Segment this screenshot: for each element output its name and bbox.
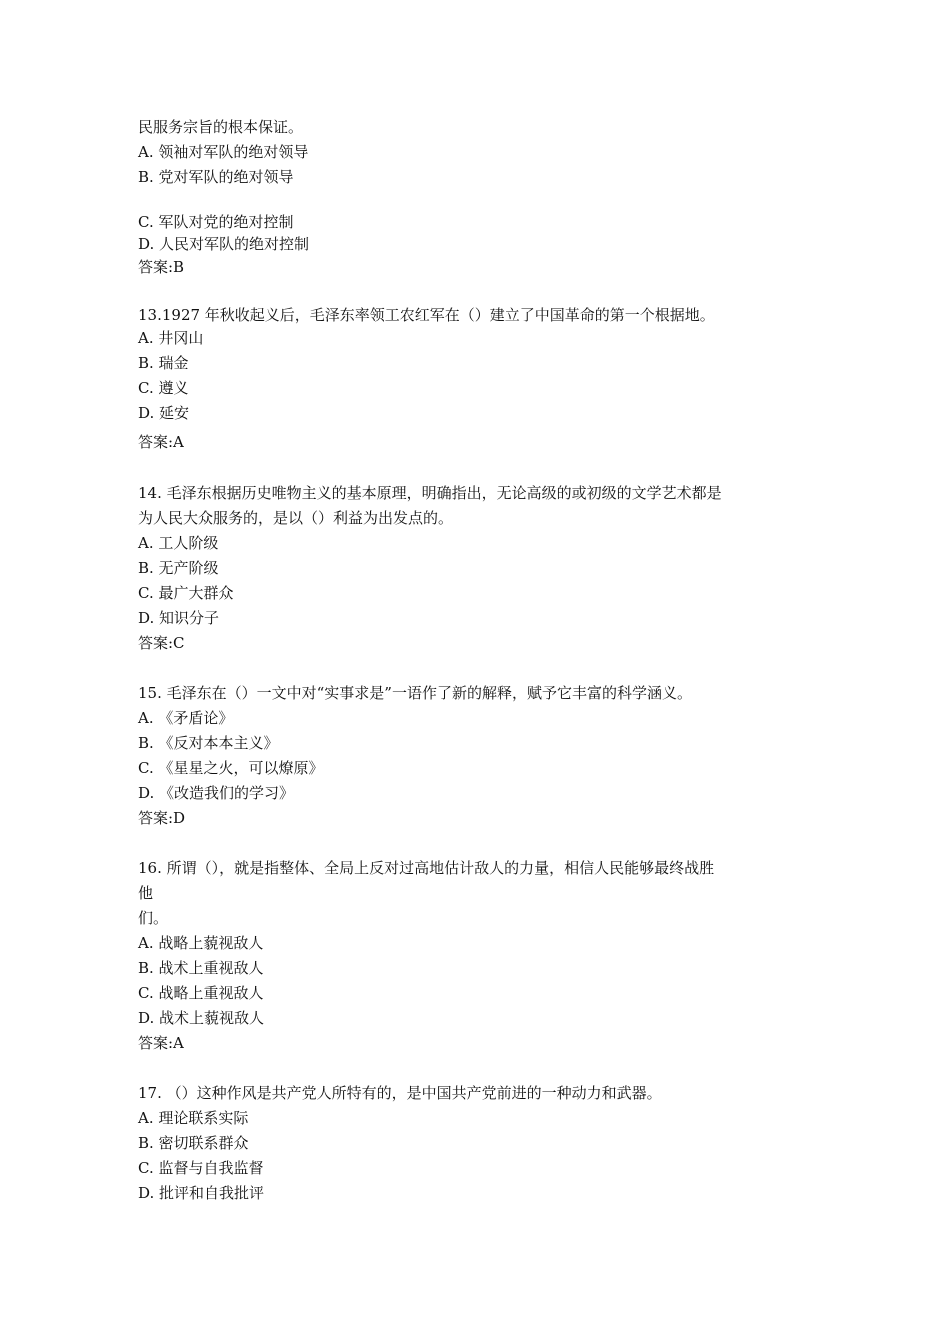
- option-b: B. 《反对本本主义》: [138, 734, 279, 752]
- option-a: A. 理论联系实际: [138, 1109, 249, 1127]
- question-16-stem-line2: 他: [138, 884, 154, 902]
- option-d: D. 延安: [138, 404, 190, 422]
- question-17-stem: 17. （）这种作风是共产党人所特有的，是中国共产党前进的一种动力和武器。: [138, 1084, 662, 1102]
- option-d: D. 《改造我们的学习》: [138, 784, 295, 802]
- question-13-stem: 13.1927 年秋收起义后，毛泽东率领工农红军在（）建立了中国革命的第一个根据地。: [138, 306, 715, 324]
- option-a: A. 工人阶级: [138, 534, 219, 552]
- option-a: A. 战略上藐视敌人: [138, 934, 264, 952]
- option-b: B. 密切联系群众: [138, 1134, 249, 1152]
- option-d: D. 战术上藐视敌人: [138, 1009, 265, 1027]
- answer: 答案:A: [138, 433, 184, 451]
- answer: 答案:A: [138, 1034, 184, 1052]
- option-c: C. 监督与自我监督: [138, 1159, 264, 1177]
- option-c: C. 遵义: [138, 379, 189, 397]
- question-16-stem-line1: 16. 所谓（），就是指整体、全局上反对过高地估计敌人的力量，相信人民能够最终战胜: [138, 859, 715, 877]
- option-a: A. 《矛盾论》: [138, 709, 234, 727]
- option-c: C. 战略上重视敌人: [138, 984, 264, 1002]
- option-d: D. 知识分子: [138, 609, 220, 627]
- question-14-stem-line2: 为人民大众服务的，是以（）利益为出发点的。: [138, 509, 454, 527]
- answer: 答案:D: [138, 809, 186, 827]
- option-b: B. 瑞金: [138, 354, 189, 372]
- option-a: A. 领袖对军队的绝对领导: [138, 143, 309, 161]
- question-16-stem-line3: 们。: [138, 909, 169, 927]
- option-b: B. 战术上重视敌人: [138, 959, 264, 977]
- option-c: C. 最广大群众: [138, 584, 234, 602]
- question-14-stem-line1: 14. 毛泽东根据历史唯物主义的基本原理，明确指出，无论高级的或初级的文学艺术都是: [138, 484, 722, 502]
- option-b: B. 无产阶级: [138, 559, 219, 577]
- option-d: D. 人民对军队的绝对控制: [138, 235, 310, 253]
- option-d: D. 批评和自我批评: [138, 1184, 265, 1202]
- question-stem: 民服务宗旨的根本保证。: [138, 118, 304, 136]
- option-c: C. 《星星之火，可以燎原》: [138, 759, 324, 777]
- option-a: A. 井冈山: [138, 329, 204, 347]
- option-c: C. 军队对党的绝对控制: [138, 213, 294, 231]
- answer: 答案:C: [138, 634, 185, 652]
- question-15-stem: 15. 毛泽东在（）一文中对“实事求是”一语作了新的解释，赋予它丰富的科学涵义。: [138, 684, 692, 702]
- option-b: B. 党对军队的绝对领导: [138, 168, 294, 186]
- answer: 答案:B: [138, 258, 185, 276]
